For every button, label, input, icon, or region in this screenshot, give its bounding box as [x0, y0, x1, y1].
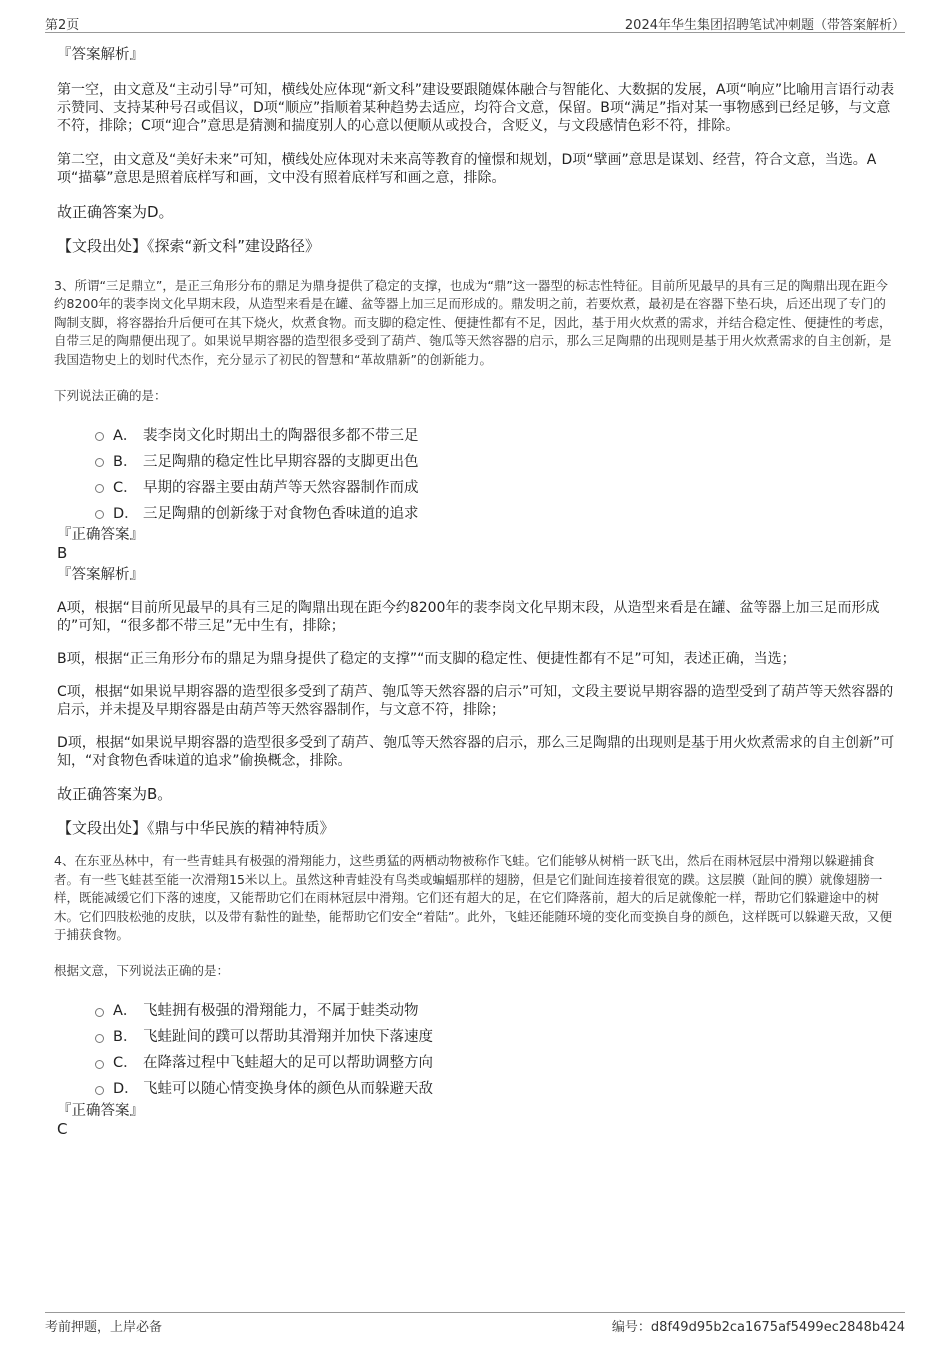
analysis-paragraph: A项，根据“目前所见最早的具有三足的陶鼎出现在距今约8200年的裴李岗文化早期末段，从造型来看是在罐、盆等器上加三足而形成的”可知，“很多都不带三足”无中生有，排除； — [57, 600, 880, 635]
correct-answer: C — [57, 1119, 68, 1138]
answer-heading: 『正确答案』 — [57, 527, 144, 544]
question-3-options — [95, 421, 895, 525]
option-a[interactable]: A． 飞蛙拥有极强的滑翔能力，不属于蛙类动物 — [95, 997, 895, 1023]
page-number: 第2页 — [45, 18, 80, 33]
question-4-options — [95, 997, 895, 1101]
analysis-paragraph: 第二空，由文意及“美好未来”可知，横线处应体现对未来高等教育的憧憬和规划，D项“擘画”意思是谋划、经营，符合文意，当选。A项“描摹”意思是照着底样写和画，文中没有照着底样写和画之意，排除。 — [57, 152, 877, 186]
question-4-prompt: 根据文意，下列说法正确的是： — [54, 963, 230, 979]
option-c[interactable]: C． 早期的容器主要由葫芦等天然容器制作而成 — [95, 473, 895, 499]
analysis-heading: 『答案解析』 — [57, 567, 144, 584]
radio-button[interactable] — [95, 1086, 104, 1095]
question-3-prompt: 下列说法正确的是： — [54, 388, 167, 404]
analysis-paragraph: 第一空，由文意及“主动引导”可知，横线处应体现“新文科”建设要跟随媒体融合与智能化、大数据的发展，A项“响应”比喻用言语行动表示赞同、支持某种号召或倡议，D项“顺应”指顺着某种趋势去适应，均符合文意，保留。B项“满足”指对某一事物感到已经足够，与文意不符，排除；C项“迎合”意思是猜测和揣度别人的心意以便顺从或投合，含贬义，与文段感情色彩不符，排除。 — [57, 82, 895, 134]
page-footer — [45, 1312, 905, 1337]
question-4-text: 4、在东亚丛林中，有一些青蛙具有极强的滑翔能力，这些勇猛的两栖动物被称作飞蛙。它们能够从树梢一跃飞出，然后在雨林冠层中滑翔以躲避捕食者。有一些飞蛙甚至能一次滑翔15米以上。虽然这种青蛙没有鸟类或蝙蝠那样的翅膀，但是它们趾间连接着很宽的蹼。这层膜（趾间的膜）就像翅膀一样，既能减缓它们下落的速度，又能帮助它们在雨林冠层中滑翔。它们还有超大的足，在它们降落前，超大的后足就像舵一样，帮助它们躲避途中的树木。它们四肢松弛的皮肤，以及带有黏性的趾垫，能帮助它们安全“着陆”。此外，飞蛙还能随环境的变化而变换自身的颜色，这样既可以躲避天敌，又便于捕获食物。 — [54, 853, 892, 943]
source-citation: 【文段出处】《探索“新文科”建设路径》 — [57, 237, 321, 255]
option-a[interactable]: A． 裴李岗文化时期出土的陶器很多都不带三足 — [95, 421, 895, 447]
radio-button[interactable] — [95, 510, 104, 519]
footer-slogan: 考前押题，上岸必备 — [45, 1320, 163, 1335]
radio-button[interactable] — [95, 1060, 104, 1069]
radio-button[interactable] — [95, 458, 104, 467]
source-citation: 【文段出处】《鼎与中华民族的精神特质》 — [57, 819, 335, 838]
correct-answer: B — [57, 544, 68, 563]
radio-button[interactable] — [95, 484, 104, 493]
option-b[interactable]: B． 三足陶鼎的稳定性比早期容器的支脚更出色 — [95, 447, 895, 473]
option-d[interactable]: D． 三足陶鼎的创新缘于对食物色香味道的追求 — [95, 499, 895, 525]
page-content — [54, 46, 895, 1138]
page-header — [45, 12, 905, 33]
answer-heading: 『正确答案』 — [57, 1102, 144, 1119]
conclusion: 故正确答案为B。 — [57, 785, 173, 804]
analysis-paragraph: C项，根据“如果说早期容器的造型很多受到了葫芦、匏瓜等天然容器的启示”可知，文段主要说早期容器的造型受到了葫芦等天然容器的启示，并未提及早期容器是由葫芦等天然容器制作，与文意不符，排除； — [57, 684, 894, 719]
option-d[interactable]: D． 飞蛙可以随心情变换身体的颜色从而躲避天敌 — [95, 1075, 895, 1101]
radio-button[interactable] — [95, 1008, 104, 1017]
option-c[interactable]: C． 在降落过程中飞蛙超大的足可以帮助调整方向 — [95, 1049, 895, 1075]
analysis-heading: 『答案解析』 — [57, 47, 144, 63]
analysis-paragraph: B项，根据“正三角形分布的鼎足为鼎身提供了稳定的支撑”“而支脚的稳定性、便捷性都有不足”可知，表述正确，当选； — [57, 651, 796, 668]
radio-button[interactable] — [95, 432, 104, 441]
conclusion: 故正确答案为D。 — [57, 203, 174, 221]
option-b[interactable]: B． 飞蛙趾间的蹼可以帮助其滑翔并加快下落速度 — [95, 1023, 895, 1049]
question-3-text: 3、所谓“三足鼎立”，是正三角形分布的鼎足为鼎身提供了稳定的支撑，也成为“鼎”这一器型的标志性特征。目前所见最早的具有三足的陶鼎出现在距今约8200年的裴李岗文化早期末段，从造型来看是在罐、盆等器上加三足而形成的。鼎发明之前，若要炊煮，最初是在容器下垫石块，后还出现了专门的陶制支脚，将容器抬升后便可在其下烧火，炊煮食物。而支脚的稳定性、便捷性都有不足，因此，基于用火炊煮的需求，并结合稳定性、便捷性的考虑，自带三足的陶鼎便出现了。如果说早期容器的造型很多受到了葫芦、匏瓜等天然容器的启示，那么三足陶鼎的出现则是基于用火炊煮需求的自主创新，是我国造物史上的划时代杰作，充分显示了初民的智慧和“革故鼎新”的创新能力。 — [54, 278, 892, 367]
document-id: 编号：d8f49d95b2ca1675af5499ec2848b424 — [611, 1320, 905, 1335]
radio-button[interactable] — [95, 1034, 104, 1043]
analysis-paragraph: D项，根据“如果说早期容器的造型很多受到了葫芦、匏瓜等天然容器的启示，那么三足陶鼎的出现则是基于用火炊煮需求的自主创新”可知，“对食物色香味道的追求”偷换概念，排除。 — [57, 735, 895, 770]
document-title: 2024年华生集团招聘笔试冲刺题（带答案解析） — [624, 18, 905, 33]
